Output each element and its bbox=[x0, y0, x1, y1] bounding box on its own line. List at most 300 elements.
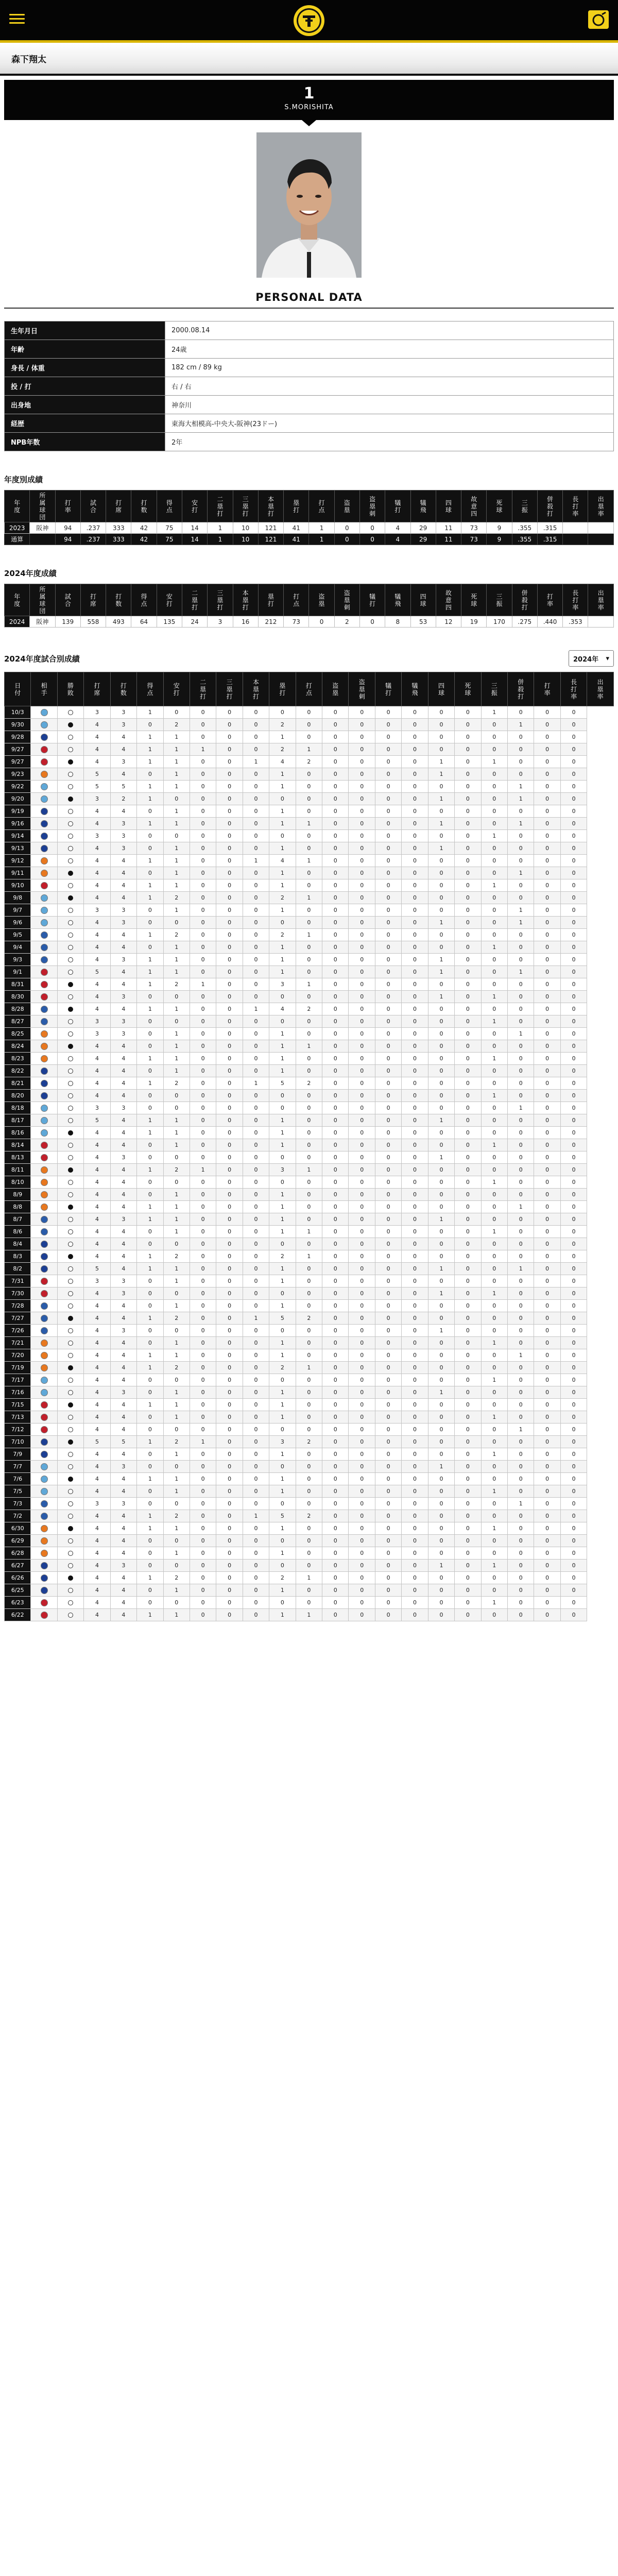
table-cell: 0 bbox=[534, 1003, 560, 1015]
table-cell: 0 bbox=[455, 719, 481, 731]
table-cell: 4 bbox=[110, 1399, 136, 1411]
table-cell: 4 bbox=[84, 719, 110, 731]
table-cell: 1 bbox=[269, 904, 296, 917]
table-cell: 0 bbox=[216, 1349, 243, 1362]
career-stats-table bbox=[4, 490, 614, 545]
table-cell: 0 bbox=[402, 1127, 428, 1139]
table-cell: 0 bbox=[216, 1325, 243, 1337]
table-cell: 0 bbox=[190, 842, 216, 855]
game-date: 9/12 bbox=[5, 855, 31, 867]
game-date: 7/9 bbox=[5, 1448, 31, 1461]
table-cell: 64 bbox=[131, 616, 157, 628]
column-header: 四 球 bbox=[410, 584, 436, 616]
table-cell: 0 bbox=[455, 1263, 481, 1275]
table-row bbox=[5, 1102, 614, 1114]
table-cell: 4 bbox=[110, 1077, 136, 1090]
year-select[interactable] bbox=[569, 650, 614, 667]
column-header bbox=[322, 672, 349, 706]
table-cell: 4 bbox=[84, 941, 110, 954]
table-cell: 0 bbox=[402, 1485, 428, 1498]
opponent-team-icon bbox=[41, 1043, 48, 1050]
table-cell: 0 bbox=[481, 1238, 507, 1250]
table-cell: 0 bbox=[481, 1572, 507, 1584]
game-date: 9/16 bbox=[5, 818, 31, 830]
column-header: 得 点 bbox=[131, 584, 157, 616]
loss-icon bbox=[68, 1501, 73, 1506]
table-cell: 0 bbox=[190, 1189, 216, 1201]
table-cell: 1 bbox=[428, 1213, 454, 1226]
table-cell: 0 bbox=[508, 1213, 534, 1226]
column-header: 所 属 球 団 bbox=[30, 584, 55, 616]
table-cell: 0 bbox=[560, 1522, 587, 1535]
table-cell: 0 bbox=[508, 1189, 534, 1201]
column-header-label: 打 点 bbox=[305, 682, 312, 697]
table-cell: 1 bbox=[269, 867, 296, 879]
table-cell: 0 bbox=[216, 842, 243, 855]
table-cell: 0 bbox=[349, 1560, 375, 1572]
table-cell: 0 bbox=[534, 781, 560, 793]
opponent-team-icon bbox=[41, 721, 48, 728]
table-cell: 4 bbox=[269, 1003, 296, 1015]
table-cell: 0 bbox=[560, 1151, 587, 1164]
table-cell: 0 bbox=[163, 1102, 190, 1114]
result-cell bbox=[57, 1127, 83, 1139]
loss-icon bbox=[68, 858, 73, 863]
table-cell: 0 bbox=[402, 1213, 428, 1226]
table-cell: 0 bbox=[455, 1065, 481, 1077]
table-cell: 0 bbox=[534, 1127, 560, 1139]
table-cell: 0 bbox=[243, 1485, 269, 1498]
game-date: 9/8 bbox=[5, 892, 31, 904]
table-cell: 2 bbox=[163, 929, 190, 941]
table-cell: 0 bbox=[296, 781, 322, 793]
table-cell: 2023 bbox=[5, 522, 30, 534]
table-cell: 0 bbox=[428, 1448, 454, 1461]
table-cell: 0 bbox=[375, 1015, 401, 1028]
opponent-cell bbox=[31, 1325, 57, 1337]
table-cell: 0 bbox=[455, 1597, 481, 1609]
column-header: 犠 打 bbox=[359, 584, 385, 616]
table-cell: 1 bbox=[296, 1164, 322, 1176]
table-cell: 0 bbox=[322, 1139, 349, 1151]
table-cell: 0 bbox=[481, 892, 507, 904]
table-cell: 0 bbox=[216, 954, 243, 966]
table-cell: 493 bbox=[106, 616, 131, 628]
result-cell bbox=[57, 731, 83, 743]
table-cell: 0 bbox=[269, 1238, 296, 1250]
table-cell: 4 bbox=[110, 743, 136, 756]
opponent-cell bbox=[31, 1522, 57, 1535]
opponent-cell bbox=[31, 966, 57, 978]
table-cell: 0 bbox=[560, 1275, 587, 1287]
table-cell: 0 bbox=[455, 1028, 481, 1040]
win-icon bbox=[68, 1316, 73, 1321]
table-cell: 0 bbox=[190, 1176, 216, 1189]
game-date: 7/2 bbox=[5, 1510, 31, 1522]
table-cell: 0 bbox=[534, 978, 560, 991]
personal-data-row bbox=[5, 396, 614, 414]
table-cell: 0 bbox=[269, 1597, 296, 1609]
table-cell: 0 bbox=[216, 1151, 243, 1164]
table-cell: 135 bbox=[157, 616, 182, 628]
pointer-arrow bbox=[302, 120, 316, 126]
game-date: 8/4 bbox=[5, 1238, 31, 1250]
table-cell: 0 bbox=[137, 1374, 163, 1386]
table-cell: 0 bbox=[243, 1448, 269, 1461]
table-cell: 0 bbox=[481, 1498, 507, 1510]
table-cell: 0 bbox=[349, 1003, 375, 1015]
table-cell: 1 bbox=[296, 978, 322, 991]
table-cell: 0 bbox=[190, 781, 216, 793]
table-cell: 0 bbox=[296, 1325, 322, 1337]
opponent-team-icon bbox=[41, 944, 48, 951]
table-cell: 0 bbox=[322, 1374, 349, 1386]
table-cell: 0 bbox=[375, 1275, 401, 1287]
table-cell: 0 bbox=[375, 719, 401, 731]
table-cell: 4 bbox=[84, 1461, 110, 1473]
table-cell: 0 bbox=[375, 1090, 401, 1102]
table-cell: 2 bbox=[269, 743, 296, 756]
table-cell: 0 bbox=[349, 1189, 375, 1201]
table-cell: 0 bbox=[243, 867, 269, 879]
table-cell: 5 bbox=[269, 1077, 296, 1090]
table-cell: 0 bbox=[534, 1386, 560, 1399]
table-cell: 1 bbox=[269, 1028, 296, 1040]
win-icon bbox=[68, 796, 73, 802]
column-header: 犠 飛 bbox=[410, 490, 436, 522]
table-cell bbox=[563, 534, 588, 545]
table-cell: 0 bbox=[455, 1139, 481, 1151]
column-header-label: 三 振 bbox=[491, 682, 497, 697]
table-cell: 0 bbox=[349, 1337, 375, 1349]
table-cell: 1 bbox=[481, 941, 507, 954]
result-cell bbox=[57, 941, 83, 954]
table-cell: 0 bbox=[508, 1473, 534, 1485]
table-cell: 1 bbox=[163, 1547, 190, 1560]
table-cell: 0 bbox=[322, 855, 349, 867]
loss-icon bbox=[68, 1415, 73, 1420]
table-cell: 0 bbox=[322, 1386, 349, 1399]
column-header: 打 点 bbox=[309, 490, 334, 522]
table-cell: 4 bbox=[84, 1226, 110, 1238]
table-cell: 0 bbox=[481, 1325, 507, 1337]
result-cell bbox=[57, 1547, 83, 1560]
table-cell: 0 bbox=[508, 1436, 534, 1448]
table-cell: 0 bbox=[243, 1102, 269, 1114]
table-cell: 0 bbox=[243, 892, 269, 904]
table-row bbox=[5, 1151, 614, 1164]
table-cell: 1 bbox=[269, 966, 296, 978]
table-cell: 0 bbox=[455, 1485, 481, 1498]
table-cell: 0 bbox=[534, 1560, 560, 1572]
column-header: 本 塁 打 bbox=[258, 490, 283, 522]
table-cell: 0 bbox=[375, 1300, 401, 1312]
table-cell: 0 bbox=[375, 830, 401, 842]
opponent-team-icon bbox=[41, 919, 48, 926]
table-cell: 1 bbox=[296, 1226, 322, 1238]
table-cell: 1 bbox=[163, 1337, 190, 1349]
table-row bbox=[5, 1374, 614, 1386]
table-cell: 0 bbox=[216, 1473, 243, 1485]
table-cell: 0 bbox=[296, 1349, 322, 1362]
table-cell: 0 bbox=[243, 706, 269, 719]
table-cell: 0 bbox=[534, 917, 560, 929]
personal-data-row bbox=[5, 359, 614, 377]
table-cell: 0 bbox=[322, 1411, 349, 1423]
table-cell: 3 bbox=[110, 1151, 136, 1164]
table-cell: 0 bbox=[481, 805, 507, 818]
table-cell: 1 bbox=[137, 818, 163, 830]
table-cell: 4 bbox=[84, 892, 110, 904]
table-cell: 1 bbox=[481, 1448, 507, 1461]
table-cell: 3 bbox=[110, 904, 136, 917]
table-cell: 0 bbox=[137, 1238, 163, 1250]
team-logo-icon[interactable] bbox=[293, 4, 325, 37]
table-cell: 0 bbox=[481, 917, 507, 929]
table-cell: 73 bbox=[284, 616, 309, 628]
table-cell: 4 bbox=[84, 1201, 110, 1213]
table-cell: 16 bbox=[233, 616, 258, 628]
table-row bbox=[5, 917, 614, 929]
loss-icon bbox=[68, 1427, 73, 1432]
table-cell: 0 bbox=[349, 892, 375, 904]
table-cell: 0 bbox=[349, 917, 375, 929]
column-header: 年 度 bbox=[5, 490, 30, 522]
table-cell: 0 bbox=[402, 1028, 428, 1040]
table-cell: 0 bbox=[190, 867, 216, 879]
table-cell: 0 bbox=[296, 1584, 322, 1597]
table-cell: 0 bbox=[375, 781, 401, 793]
table-cell: 0 bbox=[322, 1040, 349, 1053]
table-cell: 0 bbox=[560, 1423, 587, 1436]
table-cell: 2 bbox=[163, 1362, 190, 1374]
table-cell: 0 bbox=[481, 855, 507, 867]
year-select-value: 2024年 bbox=[573, 655, 599, 664]
table-cell: 4 bbox=[110, 929, 136, 941]
table-cell: 0 bbox=[375, 954, 401, 966]
table-cell: 1 bbox=[428, 1287, 454, 1300]
game-date: 8/21 bbox=[5, 1077, 31, 1090]
table-cell: 0 bbox=[296, 1485, 322, 1498]
table-cell: 75 bbox=[157, 534, 182, 545]
table-cell: 0 bbox=[190, 1547, 216, 1560]
table-cell: 0 bbox=[534, 1053, 560, 1065]
table-cell: 1 bbox=[137, 731, 163, 743]
table-cell: 0 bbox=[296, 1213, 322, 1226]
column-header: 故 意 四 bbox=[436, 584, 461, 616]
opponent-team-icon bbox=[41, 1513, 48, 1520]
table-cell: 0 bbox=[216, 1189, 243, 1201]
table-cell: 11 bbox=[436, 522, 461, 534]
result-cell bbox=[57, 1386, 83, 1399]
table-cell: 0 bbox=[322, 966, 349, 978]
table-cell: 0 bbox=[163, 1374, 190, 1386]
table-cell: 0 bbox=[269, 991, 296, 1003]
table-cell: 0 bbox=[560, 855, 587, 867]
table-cell: 0 bbox=[349, 941, 375, 954]
table-cell: 1 bbox=[163, 768, 190, 781]
table-cell: 4 bbox=[110, 1522, 136, 1535]
table-cell: 3 bbox=[110, 954, 136, 966]
table-cell: .237 bbox=[80, 534, 106, 545]
table-cell: 0 bbox=[137, 1448, 163, 1461]
table-cell: 0 bbox=[375, 1114, 401, 1127]
table-cell: 94 bbox=[55, 522, 80, 534]
table-cell: 0 bbox=[508, 1609, 534, 1621]
game-date: 9/27 bbox=[5, 743, 31, 756]
table-cell: 0 bbox=[455, 1164, 481, 1176]
table-cell: 0 bbox=[190, 719, 216, 731]
table-cell: 0 bbox=[216, 991, 243, 1003]
result-cell bbox=[57, 879, 83, 892]
table-cell: 0 bbox=[481, 1040, 507, 1053]
table-cell: 0 bbox=[560, 1597, 587, 1609]
table-row bbox=[5, 534, 614, 545]
result-cell bbox=[57, 768, 83, 781]
table-cell: 170 bbox=[487, 616, 512, 628]
loss-icon bbox=[68, 957, 73, 962]
table-cell: 0 bbox=[534, 1250, 560, 1263]
table-cell: 0 bbox=[508, 1374, 534, 1386]
table-cell: 0 bbox=[137, 1547, 163, 1560]
result-cell bbox=[57, 1485, 83, 1498]
table-cell: 0 bbox=[402, 781, 428, 793]
table-cell: 0 bbox=[375, 1411, 401, 1423]
loss-icon bbox=[68, 1378, 73, 1383]
opponent-team-icon bbox=[41, 870, 48, 877]
table-row bbox=[5, 1077, 614, 1090]
table-cell: 0 bbox=[243, 1572, 269, 1584]
table-cell: 0 bbox=[481, 719, 507, 731]
opponent-cell bbox=[31, 1015, 57, 1028]
table-cell: 0 bbox=[375, 991, 401, 1003]
table-cell: 0 bbox=[481, 1300, 507, 1312]
table-cell: 0 bbox=[560, 978, 587, 991]
opponent-team-icon bbox=[41, 1315, 48, 1322]
table-cell: 0 bbox=[534, 1287, 560, 1300]
opponent-cell bbox=[31, 879, 57, 892]
table-cell: 0 bbox=[349, 1040, 375, 1053]
table-cell: 0 bbox=[137, 904, 163, 917]
table-cell: 0 bbox=[322, 1349, 349, 1362]
table-cell: 0 bbox=[455, 731, 481, 743]
win-icon bbox=[68, 1439, 73, 1445]
personal-data-row bbox=[5, 321, 614, 340]
table-cell: 0 bbox=[375, 1399, 401, 1411]
table-cell: 0 bbox=[243, 1275, 269, 1287]
table-cell: 5 bbox=[84, 781, 110, 793]
loss-icon bbox=[68, 1081, 73, 1086]
table-cell: 0 bbox=[296, 1498, 322, 1510]
table-row bbox=[5, 1448, 614, 1461]
table-cell: 1 bbox=[428, 966, 454, 978]
table-cell: 0 bbox=[216, 1597, 243, 1609]
table-cell: 0 bbox=[534, 1522, 560, 1535]
fanclub-icon[interactable] bbox=[588, 10, 609, 29]
table-cell: 4 bbox=[84, 1250, 110, 1263]
opponent-team-icon bbox=[41, 1278, 48, 1285]
menu-icon[interactable] bbox=[9, 11, 25, 27]
table-cell: 1 bbox=[137, 954, 163, 966]
table-cell: 0 bbox=[190, 1560, 216, 1572]
table-row bbox=[5, 1498, 614, 1510]
table-cell: 0 bbox=[349, 1213, 375, 1226]
table-cell: 0 bbox=[402, 1090, 428, 1102]
table-cell: 0 bbox=[243, 743, 269, 756]
table-cell: 0 bbox=[243, 941, 269, 954]
opponent-team-icon bbox=[41, 1006, 48, 1013]
table-cell: 1 bbox=[137, 855, 163, 867]
result-cell bbox=[57, 1448, 83, 1461]
table-cell: 0 bbox=[375, 1287, 401, 1300]
column-header: 盗 塁 刺 bbox=[359, 490, 385, 522]
table-cell: 0 bbox=[428, 1164, 454, 1176]
table-cell: 0 bbox=[243, 719, 269, 731]
personal-data-value: 神奈川 bbox=[165, 396, 614, 414]
table-cell: 0 bbox=[534, 1090, 560, 1102]
table-cell: 0 bbox=[322, 1597, 349, 1609]
column-header-label: 打 率 bbox=[544, 682, 551, 697]
opponent-cell bbox=[31, 929, 57, 941]
table-cell: 0 bbox=[322, 1448, 349, 1461]
result-cell bbox=[57, 793, 83, 805]
table-cell: 0 bbox=[402, 917, 428, 929]
game-date: 9/27 bbox=[5, 756, 31, 768]
table-cell: 0 bbox=[137, 1485, 163, 1498]
table-cell: 0 bbox=[137, 1102, 163, 1114]
table-cell: 0 bbox=[190, 1102, 216, 1114]
opponent-cell bbox=[31, 1560, 57, 1572]
table-cell: 0 bbox=[137, 1287, 163, 1300]
table-cell: 0 bbox=[322, 768, 349, 781]
result-cell bbox=[57, 1102, 83, 1114]
table-cell: 0 bbox=[402, 867, 428, 879]
table-cell: 0 bbox=[243, 830, 269, 842]
loss-icon bbox=[68, 1279, 73, 1284]
season-stats-heading: 2024年度成績 bbox=[4, 569, 57, 578]
table-cell: 0 bbox=[508, 1065, 534, 1077]
personal-data-row bbox=[5, 340, 614, 359]
table-cell: 0 bbox=[375, 1448, 401, 1461]
table-cell: 0 bbox=[137, 917, 163, 929]
table-cell: 0 bbox=[216, 1028, 243, 1040]
table-cell: 0 bbox=[375, 731, 401, 743]
table-cell: 1 bbox=[309, 534, 334, 545]
table-cell: 1 bbox=[269, 1226, 296, 1238]
opponent-cell bbox=[31, 706, 57, 719]
game-log-heading: 2024年度試合別成績 bbox=[4, 654, 80, 664]
table-cell: 0 bbox=[349, 768, 375, 781]
table-cell: 0 bbox=[560, 1584, 587, 1597]
opponent-cell bbox=[31, 954, 57, 966]
result-cell bbox=[57, 1597, 83, 1609]
table-cell: 4 bbox=[84, 954, 110, 966]
column-header bbox=[455, 672, 481, 706]
result-cell bbox=[57, 1263, 83, 1275]
loss-icon bbox=[68, 1328, 73, 1333]
loss-icon bbox=[68, 784, 73, 789]
table-cell: 0 bbox=[243, 1287, 269, 1300]
table-cell: 1 bbox=[269, 1522, 296, 1535]
table-cell: 0 bbox=[322, 1114, 349, 1127]
table-cell: 0 bbox=[349, 719, 375, 731]
table-cell: 0 bbox=[560, 756, 587, 768]
table-cell: 0 bbox=[216, 1077, 243, 1090]
table-cell: 0 bbox=[349, 879, 375, 892]
column-header bbox=[110, 672, 136, 706]
opponent-cell bbox=[31, 781, 57, 793]
table-cell: 0 bbox=[481, 1250, 507, 1263]
